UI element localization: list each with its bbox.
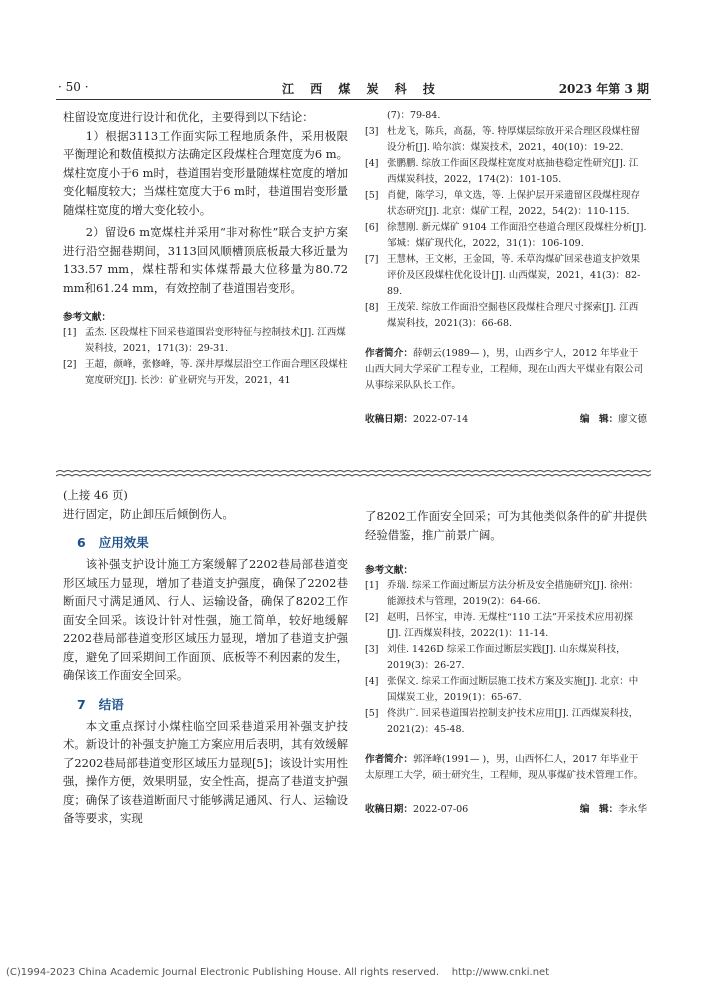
reference-item: [8] 王茂荣. 综放工作面沿空掘巷区段煤柱合理尺寸探索[J]. 江西煤炭科技，2021(3)：66-68. — [365, 302, 639, 329]
reference-item: [2] 王超，颜峰，张修峰，等. 深井厚煤层沿空工作面合理区段煤柱宽度研究[J]. 长沙：矿业研究与开发，2021，41 — [63, 359, 348, 386]
reference-item: [5] 肖健，陈学习，单文选，等. 上保护层开采遗留区段煤柱现存状态研究[J]. 北京：煤矿工程，2022，54(2)：110-115. — [365, 190, 641, 217]
journal-name: 江 西 煤 炭 科 技 — [282, 82, 441, 96]
reference-item: [1] 乔瑞. 综采工作面过断层方法分析及安全措施研究[J]. 徐州：能源技术与管理，2019(2)：64-66. — [365, 580, 639, 607]
header-rule — [56, 99, 651, 100]
copyright-footer: (C)1994-2023 China Academic Journal Electronic Publishing House. All rights reserved. http://www.cnki.net — [6, 967, 550, 978]
references-list-2 — [365, 124, 647, 332]
author-bio — [365, 752, 647, 784]
references-title: 参考文献： — [63, 312, 111, 323]
wavy-separator — [56, 468, 651, 478]
reference-item: [4] 张鹏鹏. 综放工作面区段煤柱宽度对底抽巷稳定性研究[J]. 江西煤炭科技，2022，174(2)：101-105. — [365, 158, 639, 185]
reference-item: [1] 孟杰. 区段煤柱下回采巷道围岩变形特征与控制技术[J]. 江西煤炭科技，2021，171(3)：29-31. — [63, 327, 346, 354]
conclusion-continuation: 了8202工作面安全回采；可为其他类似条件的矿井提供经验借鉴，推广前景广阔。 — [365, 509, 647, 542]
section-6-paragraph: 该补强支护设计施工方案缓解了2202巷局部巷道变形区域压力显现，增加了巷道支护强度，确保了2202巷断面尺寸满足通风、行人、运输设备，确保了8202工作面安全回采。该设计针对性强，施工简单，较好地缓解2202巷局部巷道变形区域压力显现，增加了巷道支护强度，避免了回采期间工作面顶、底板等不利因素的发生，确保该工作面安全回采。 — [63, 557, 348, 682]
continuation-text: 进行固定，防止卸压后倾倒伤人。 — [63, 506, 234, 521]
lower-left-column — [63, 486, 348, 828]
section-7-heading: 7 结语 — [77, 696, 124, 712]
conclusion-intro: 柱留设宽度进行设计和优化，主要得到以下结论： — [63, 110, 314, 124]
editor-name: 廖文德 — [618, 414, 647, 425]
received-label: 收稿日期： — [365, 804, 413, 815]
author-label: 作者简介： — [365, 348, 413, 359]
section-7-paragraph: 本文重点探讨小煤柱临空回采巷道采用补强支护技术。新设计的补强支护施工方案应用后表明，其有效缓解了2202巷局部巷道变形区域压力显现[5]；该设计实用性强，操作方便，效果明显，安全性高，提高了巷道支护强度；确保了该巷道断面尺寸能够满足通风、行人、运输设备等要求，实现 — [63, 718, 348, 825]
upper-left-column — [63, 108, 348, 389]
reference-continuation: (7)：79-84. — [387, 110, 441, 121]
reference-item: [3] 刘佳. 1426D 综采工作面过断层实践[J]. 山东煤炭科技，2019(3)：26-27. — [365, 644, 626, 671]
references-list-3 — [365, 578, 647, 738]
received-row — [365, 412, 647, 428]
lower-right-column — [365, 507, 647, 818]
conclusion-2: 2）留设6 m宽煤柱并采用“非对称性”联合支护方案进行沿空掘巷期间，3113回风顺槽顶底板最大移近量为133.57 mm，煤柱帮和实体煤帮最大位移量为80.72 mm和61.24 mm，有效控制了巷道围岩变形。 — [63, 225, 348, 295]
conclusion-1: 1）根据3113工作面实际工程地质条件，采用极限平衡理论和数值模拟方法确定区段煤柱合理宽度为6 m。煤柱宽度小于6 m时，巷道围岩变形量随煤柱宽度的增加变化幅度较大；当煤柱宽度大于6 m时，巷道围岩变形量随煤柱宽度的增大变化较小。 — [63, 128, 348, 217]
upper-right-column — [365, 108, 647, 428]
reference-item: [2] 赵明，吕怀宝，申涛. 无煤柱“110 工法”开采技术应用初探[J]. 江西煤炭科技，2022(1)：11-14. — [365, 612, 633, 639]
reference-item: [5] 佟洪广. 回采巷道围岩控制支护技术应用[J]. 江西煤炭科技，2021(2)：45-48. — [365, 708, 639, 735]
reference-item: [3] 杜龙飞，陈兵，高磊，等. 特厚煤层综放开采合理区段煤柱留设分析[J]. 哈尔滨：煤炭技术，2021，40(10)：19-22. — [365, 126, 641, 153]
page-number: · 50 · — [58, 80, 89, 94]
received-date: 2022-07-06 — [412, 804, 469, 815]
author-label: 作者简介： — [365, 754, 413, 765]
editor-name: 李永华 — [618, 804, 647, 815]
author-text: 薛朝云(1989— )，男，山西乡宁人，2012 年毕业于山西大同大学采矿工程专业，工程师，现在山西大平煤业有限公司从事综采队队长工作。 — [365, 348, 644, 391]
section-6-heading: 6 应用效果 — [77, 535, 149, 550]
editor-label: 编 辑： — [579, 804, 619, 815]
issue-label: 2023 年第 3 期 — [558, 82, 649, 96]
received-label: 收稿日期： — [365, 414, 413, 425]
references-title: 参考文献： — [365, 565, 413, 576]
reference-item: [4] 张保文. 综采工作面过断层施工技术方案及实施[J]. 北京：中国煤炭工业，2019(1)：65-67. — [365, 676, 639, 703]
reference-item: [6] 徐慧刚. 新元煤矿 9104 工作面沿空巷道合理区段煤柱分析[J]. 邹城：煤矿现代化，2022，31(1)：106-109. — [365, 222, 647, 249]
author-text: 郭泽峰(1991— )，男，山西怀仁人，2017 年毕业于太原理工大学，硕士研究生，工程师，现从事煤矿技术管理工作。 — [365, 754, 644, 781]
editor-label: 编 辑： — [579, 414, 619, 425]
reference-item: [7] 王慧林，王文彬，王金国，等. 禾草沟煤矿回采巷道支护效果评价及区段煤柱优化设计[J]. 山西煤炭，2021，41(3)：82-89. — [365, 254, 641, 297]
received-date: 2022-07-14 — [412, 414, 469, 425]
references-list-1 — [63, 325, 348, 389]
continuation-note: (上接 46 页) — [63, 488, 128, 502]
received-row — [365, 802, 647, 818]
author-bio — [365, 346, 647, 394]
